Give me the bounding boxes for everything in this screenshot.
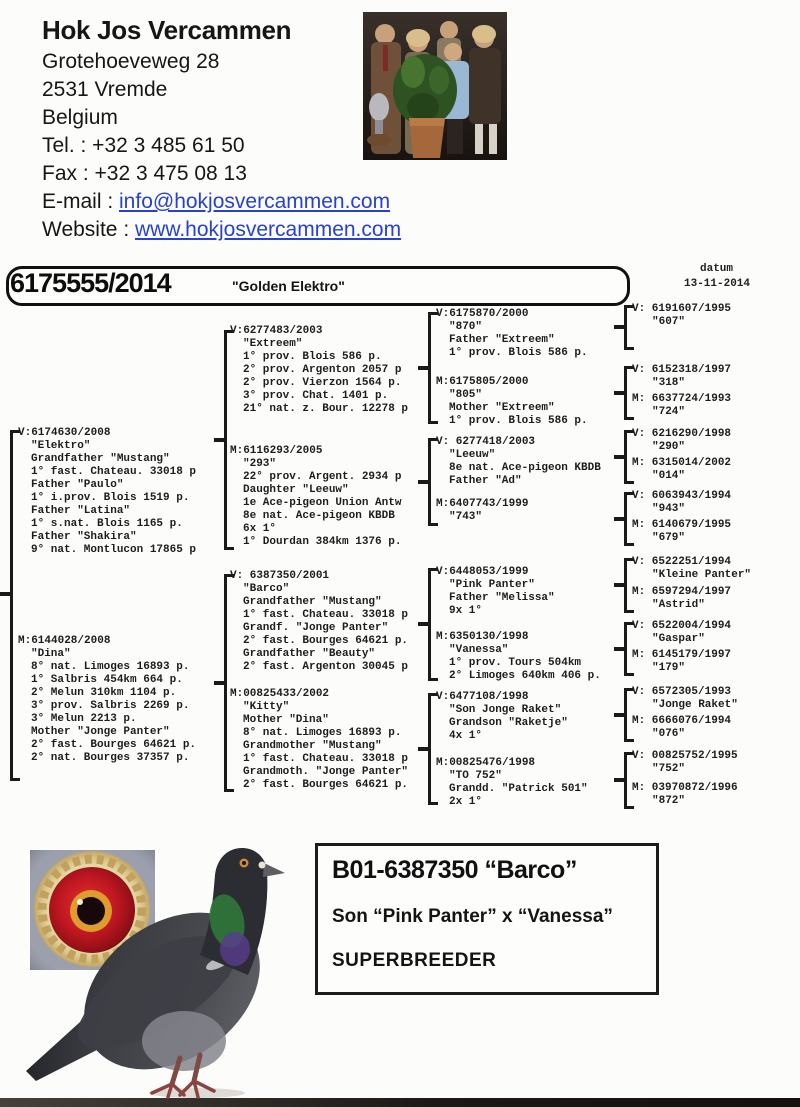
entry-line: 3° Melun 2213 p.: [31, 713, 137, 725]
entry-line: 1° fast. Chateau. 33018 p: [243, 609, 409, 621]
email-link[interactable]: info@hokjosvercammen.com: [119, 190, 391, 213]
email-line: [42, 188, 401, 216]
entry-line: "752": [652, 763, 686, 775]
pedigree-entry-astrid: [632, 586, 731, 612]
entry-line: "318": [652, 377, 686, 389]
ring-number: V: 6522251/1994: [632, 556, 732, 568]
ring-number: V: 6191607/1995: [632, 303, 732, 315]
phone-line: Tel. : +32 3 485 61 50: [42, 134, 245, 157]
pedigree-entry-extreem: [230, 325, 408, 416]
pedigree-entry-943: [632, 490, 731, 516]
entry-line: Grandfather "Mustang": [31, 453, 170, 465]
ring-number: M: 6140679/1995: [632, 519, 732, 531]
pedigree-entry-290: [632, 428, 731, 454]
pedigree-entry-leeuw: [436, 436, 601, 488]
entry-line: "Leeuw": [449, 449, 496, 461]
entry-line: "679": [652, 532, 686, 544]
entry-line: Father "Ad": [449, 475, 522, 487]
ring-number: V: 6277418/2003: [436, 436, 536, 448]
entry-line: 1° prov. Blois 586 p.: [449, 415, 588, 427]
entry-line: Grandf. "Jonge Panter": [243, 622, 389, 634]
entry-line: "943": [652, 503, 686, 515]
entry-line: Mother "Dina": [243, 714, 329, 726]
ring-number: M:6407743/1999: [436, 498, 529, 510]
pedigree-entry-pink-panter: [436, 566, 555, 618]
entry-line: 9° nat. Montlucon 17865 p: [31, 544, 197, 556]
entry-line: "870": [449, 321, 483, 333]
entry-line: 21° nat. z. Bour. 12278 p: [243, 403, 409, 415]
ring-number: V: 6152318/1997: [632, 364, 732, 376]
pedigree-entry-318: [632, 364, 731, 390]
pedigree-entry-679: [632, 519, 731, 545]
contact-block: [42, 14, 401, 244]
entry-line: 2° prov. Vierzon 1564 p.: [243, 377, 402, 389]
entry-line: "290": [652, 441, 686, 453]
group-photo: [363, 12, 507, 160]
entry-line: "Barco": [243, 583, 290, 595]
entry-line: "Vanessa": [449, 644, 509, 656]
pedigree-entry-to-752: [436, 757, 588, 809]
entry-line: 8° nat. Limoges 16893 p.: [31, 661, 190, 673]
entry-line: "Gaspar": [652, 633, 705, 645]
entry-line: "179": [652, 662, 686, 674]
pedigree-entry-607: [632, 303, 731, 329]
entry-line: Father "Extreem": [449, 334, 555, 346]
entry-line: Grandmother "Mustang": [243, 740, 382, 752]
entry-line: "Kleine Panter": [652, 569, 752, 581]
ring-number: M:6175805/2000: [436, 376, 529, 388]
entry-line: "724": [652, 406, 686, 418]
pedigree-entry-kitty: [230, 688, 408, 792]
ring-number: M:6350130/1998: [436, 631, 529, 643]
entry-line: 2° Melun 310km 1104 p.: [31, 687, 177, 699]
entry-line: Mother "Jonge Panter": [31, 726, 170, 738]
ring-number: M: 6637724/1993: [632, 393, 732, 405]
entry-line: 8e nat. Ace-pigeon KBDB: [449, 462, 601, 474]
entry-line: 2° prov. Argenton 2057 p: [243, 364, 402, 376]
entry-line: 1° Dourdan 384km 1376 p.: [243, 536, 402, 548]
date-label: datum: [700, 263, 734, 275]
date-block: [684, 262, 750, 292]
pedigree-entry-724: [632, 393, 731, 419]
entry-line: 1° prov. Tours 504km: [449, 657, 582, 669]
entry-line: 1° Salbris 454km 664 p.: [31, 674, 183, 686]
ring-number: M: 6145179/1997: [632, 649, 732, 661]
entry-line: 3° prov. Chat. 1401 p.: [243, 390, 389, 402]
address-line: Belgium: [42, 106, 118, 129]
ring-number: M: 6666076/1994: [632, 715, 732, 727]
entry-line: "076": [652, 728, 686, 740]
entry-line: Grandmoth. "Jonge Panter": [243, 766, 409, 778]
entry-line: Father "Shakira": [31, 531, 137, 543]
entry-line: 2x 1°: [449, 796, 483, 808]
entry-line: "607": [652, 316, 686, 328]
entry-line: Father "Latina": [31, 505, 131, 517]
ring-number: V:6277483/2003: [230, 325, 323, 337]
bird-info-box: [315, 843, 659, 995]
ring-number: V:6174630/2008: [18, 427, 111, 439]
entry-line: "293": [243, 458, 277, 470]
entry-line: Father "Melissa": [449, 592, 555, 604]
entry-line: 2° nat. Bourges 37357 p.: [31, 752, 190, 764]
pedigree-entry-elektro: [18, 427, 196, 557]
entry-line: Father "Paulo": [31, 479, 124, 491]
entry-line: "Pink Panter": [449, 579, 535, 591]
loft-name: Hok Jos Vercammen: [42, 15, 292, 45]
info-box-role: SUPERBREEDER: [332, 950, 497, 971]
entry-line: 2° fast. Bourges 64621 p.: [31, 739, 197, 751]
entry-line: Grandd. "Patrick 501": [449, 783, 588, 795]
entry-line: 1° fast. Chateau. 33018 p: [31, 466, 197, 478]
entry-line: 4x 1°: [449, 730, 483, 742]
date-value: 13-11-2014: [684, 278, 751, 290]
entry-line: 2° fast. Argenton 30045 p: [243, 661, 409, 673]
entry-line: 2° Limoges 640km 406 p.: [449, 670, 601, 682]
pedigree-entry-805: [436, 376, 588, 428]
entry-line: "Kitty": [243, 701, 290, 713]
entry-line: "805": [449, 389, 483, 401]
pedigree-entry-743: [436, 498, 528, 524]
ring-number: V: 6216290/1998: [632, 428, 732, 440]
ring-number: M:6116293/2005: [230, 445, 323, 457]
entry-line: "743": [449, 511, 483, 523]
address-line: 2531 Vremde: [42, 78, 168, 101]
pedigree-entry-son-jonge-raket: [436, 691, 568, 743]
address-line: Grotehoeveweg 28: [42, 50, 220, 73]
entry-line: 8° nat. Limoges 16893 p.: [243, 727, 402, 739]
ring-number: V: 6522004/1994: [632, 620, 732, 632]
ring-number: V:6175870/2000: [436, 308, 529, 320]
entry-line: 9x 1°: [449, 605, 483, 617]
info-box-parents: Son “Pink Panter” x “Vanessa”: [332, 906, 613, 927]
pedigree-entry-872: [632, 782, 738, 808]
entry-line: "Elektro": [31, 440, 91, 452]
entry-line: "Extreem": [243, 338, 303, 350]
website-line: [42, 216, 401, 244]
entry-line: 1° s.nat. Blois 1165 p.: [31, 518, 183, 530]
ring-number: M:00825433/2002: [230, 688, 330, 700]
entry-line: "Son Jonge Raket": [449, 704, 562, 716]
website-link[interactable]: www.hokjosvercammen.com: [134, 218, 402, 241]
ring-number: M: 6597294/1997: [632, 586, 732, 598]
entry-line: 1° prov. Blois 586 p.: [243, 351, 382, 363]
entry-line: 1° prov. Blois 586 p.: [449, 347, 588, 359]
entry-line: "014": [652, 470, 686, 482]
pedigree-entry-293: [230, 445, 401, 549]
entry-line: Grandfather "Beauty": [243, 648, 376, 660]
entry-line: "TO 752": [449, 770, 502, 782]
pedigree-entry-vanessa: [436, 631, 601, 683]
entry-line: Daughter "Leeuw": [243, 484, 349, 496]
ring-number: V:6477108/1998: [436, 691, 529, 703]
pedigree-entry-752: [632, 750, 738, 776]
main-bird-name: "Golden Elektro": [232, 278, 345, 294]
entry-line: 1e Ace-pigeon Union Antw: [243, 497, 402, 509]
entry-line: Grandfather "Mustang": [243, 596, 382, 608]
entry-line: Grandson "Raketje": [449, 717, 568, 729]
pedigree-entry-076: [632, 715, 731, 741]
fax-line: Fax : +32 3 475 08 13: [42, 162, 247, 185]
ring-number: V: 6387350/2001: [230, 570, 330, 582]
ring-number: V: 6063943/1994: [632, 490, 732, 502]
pedigree-entry-barco: [230, 570, 408, 674]
entry-line: "872": [652, 795, 686, 807]
entry-line: "Jonge Raket": [652, 699, 738, 711]
ring-number: M: 03970872/1996: [632, 782, 738, 794]
entry-line: 22° prov. Argent. 2934 p: [243, 471, 402, 483]
entry-line: 1° fast. Chateau. 33018 p: [243, 753, 409, 765]
main-ring-number: 6175555/2014: [10, 268, 171, 298]
pigeon-photo: [22, 843, 292, 1101]
entry-line: 3° prov. Salbris 2269 p.: [31, 700, 190, 712]
entry-line: "Dina": [31, 648, 71, 660]
entry-line: Mother "Extreem": [449, 402, 555, 414]
pedigree-entry-jonge-raket: [632, 686, 738, 712]
entry-line: 6x 1°: [243, 523, 277, 535]
pedigree-entry-014: [632, 457, 731, 483]
pedigree-entry-kleine-panter: [632, 556, 751, 582]
pedigree-entry-dina: [18, 635, 196, 765]
ring-number: M: 6315014/2002: [632, 457, 732, 469]
ring-number: M:6144028/2008: [18, 635, 111, 647]
pedigree-entry-gaspar: [632, 620, 731, 646]
email-label: E-mail :: [42, 190, 120, 213]
info-box-title: B01-6387350 “Barco”: [332, 856, 577, 884]
entry-line: 1° i.prov. Blois 1519 p.: [31, 492, 190, 504]
entry-line: 2° fast. Bourges 64621 p.: [243, 779, 409, 791]
entry-line: "Astrid": [652, 599, 705, 611]
ring-number: V:6448053/1999: [436, 566, 529, 578]
entry-line: 2° fast. Bourges 64621 p.: [243, 635, 409, 647]
entry-line: 8e nat. Ace-pigeon KBDB: [243, 510, 395, 522]
ring-number: M:00825476/1998: [436, 757, 536, 769]
ring-number: V: 00825752/1995: [632, 750, 738, 762]
pedigree-entry-870: [436, 308, 588, 360]
ring-number: V: 6572305/1993: [632, 686, 732, 698]
website-label: Website :: [42, 218, 135, 241]
pedigree-entry-179: [632, 649, 731, 675]
